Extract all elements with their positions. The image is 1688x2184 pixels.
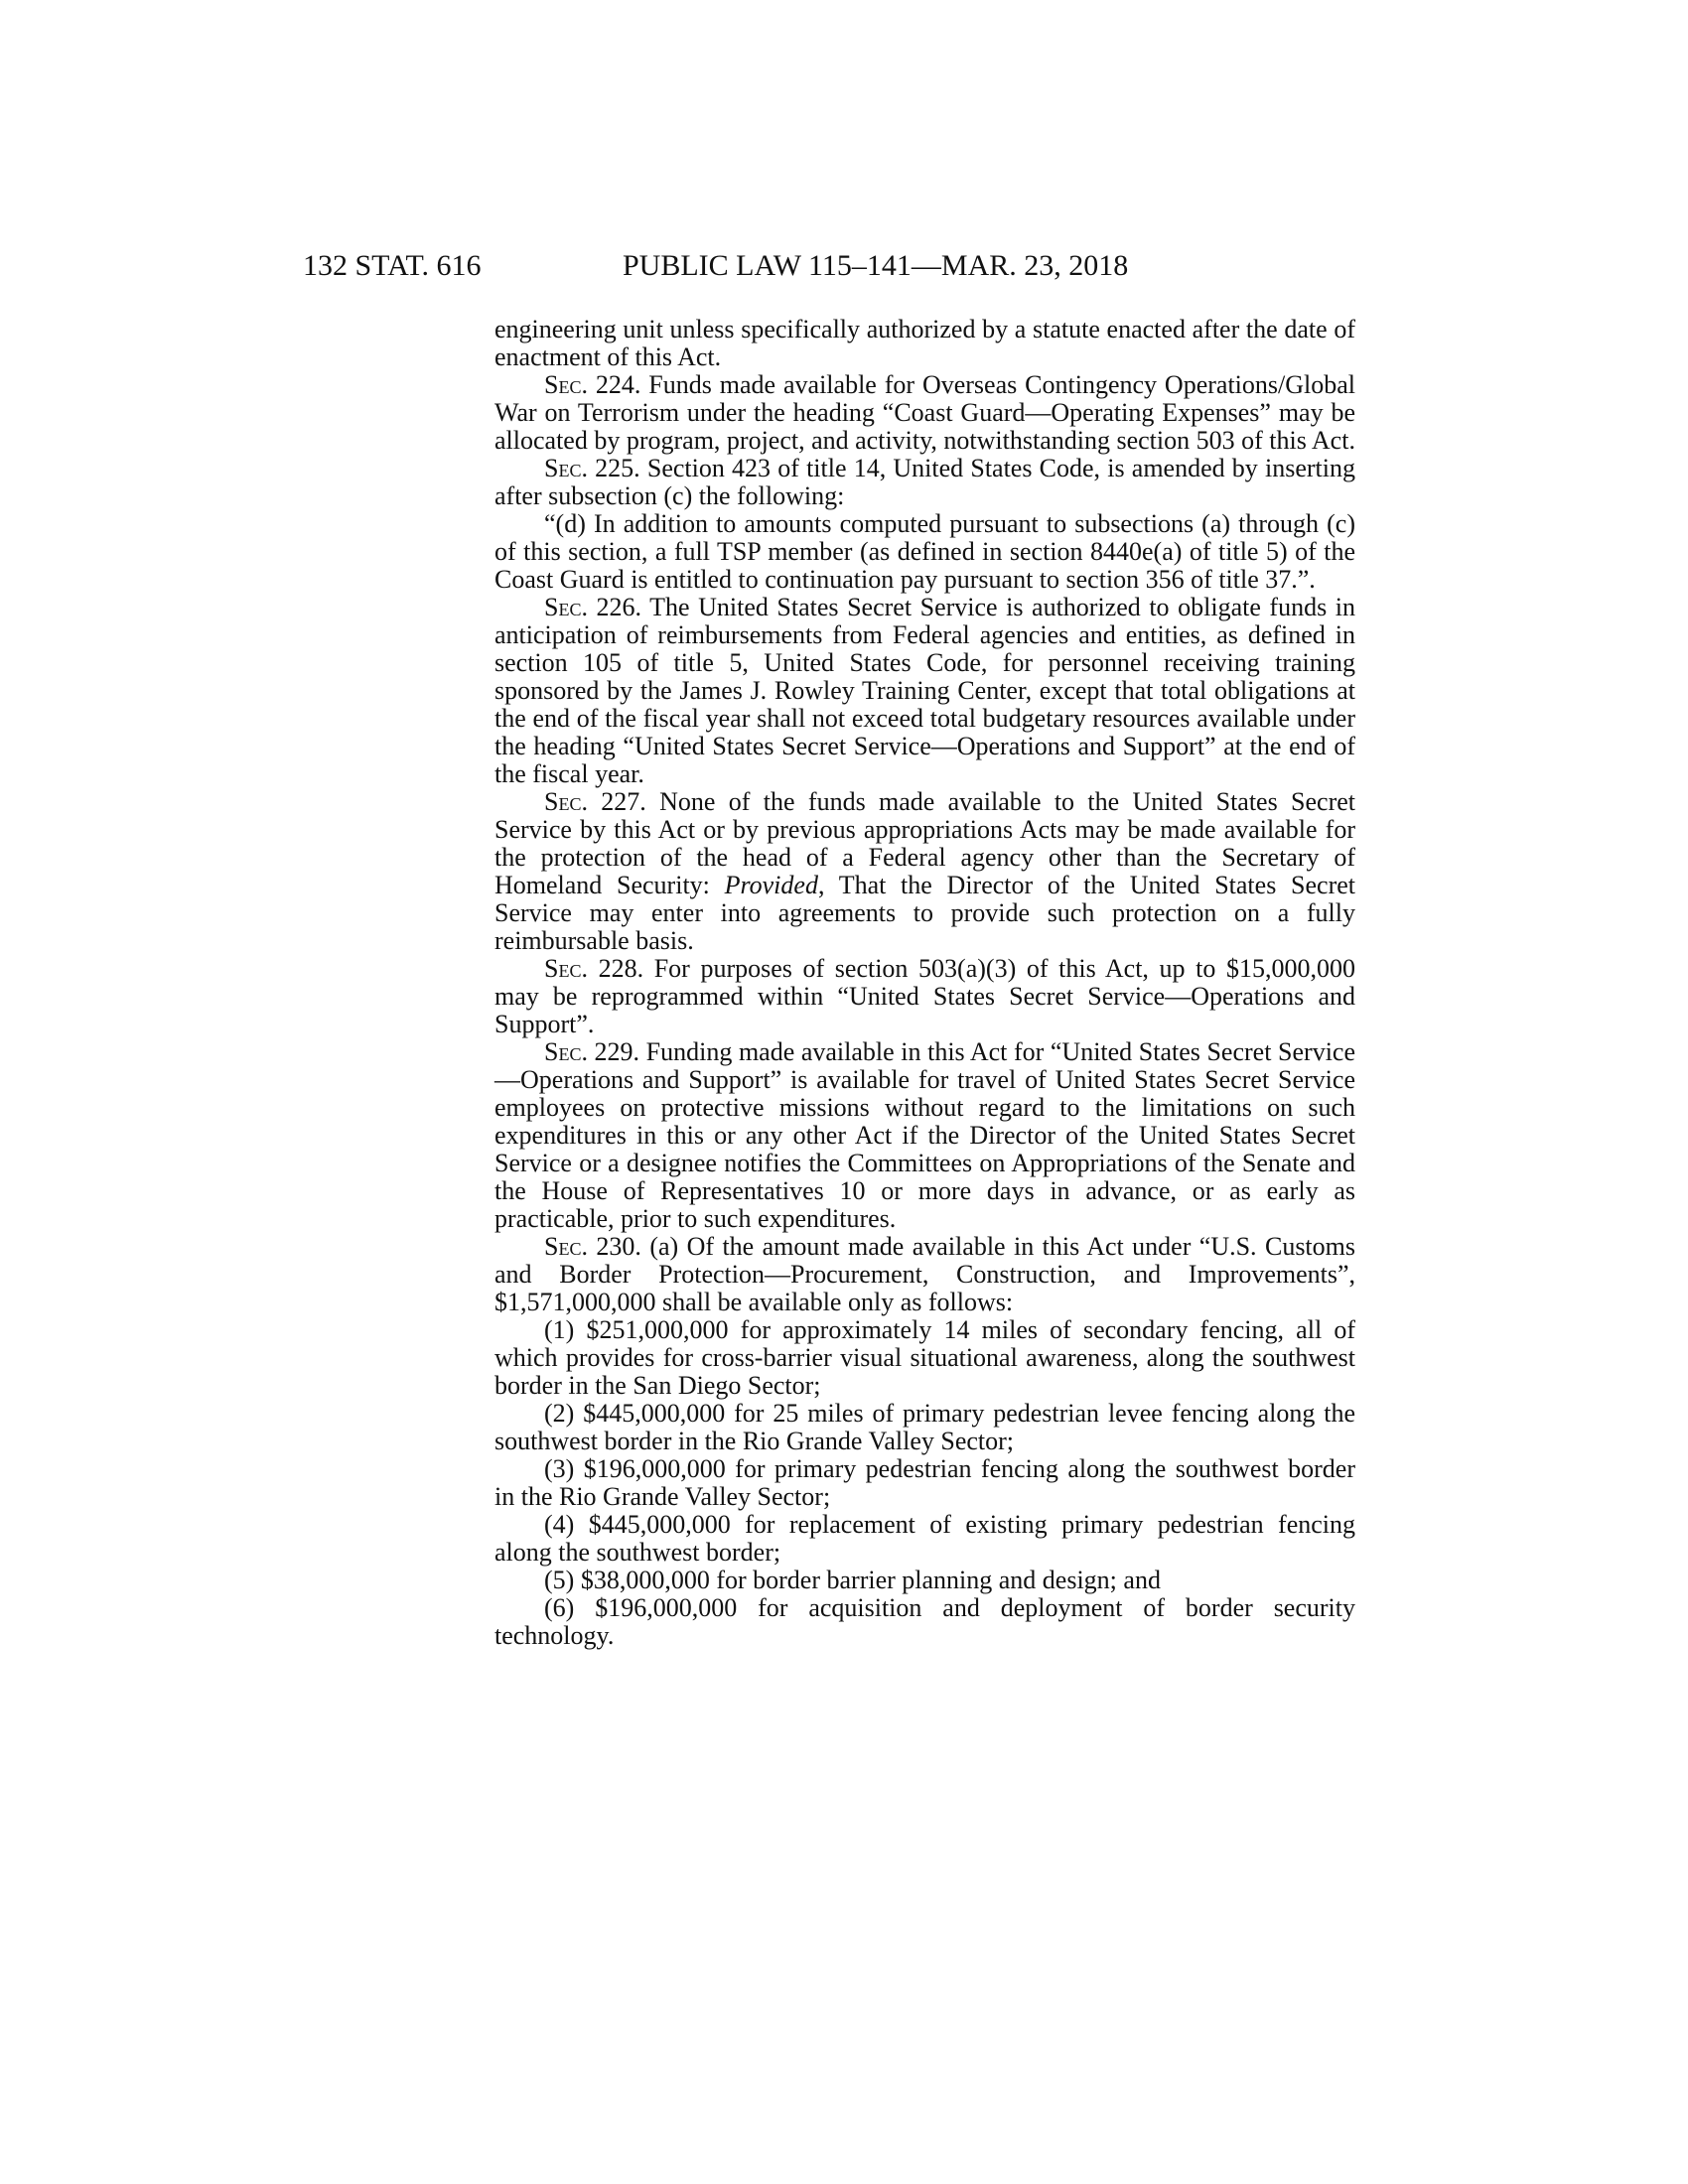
section-text: None of the funds made available to the United States Secret Service by this Act or by previous appropriations Acts may be made available for the protection of the head of a Federal agency other than the Secretary of Homeland Security:	[494, 787, 1356, 899]
section-226	[494, 594, 1355, 788]
section-label: Sec. 227.	[544, 787, 646, 816]
item-text: (3) $196,000,000 for primary pedestrian fencing along the southwest border in the Rio Grande Valley Sector;	[494, 1454, 1355, 1511]
section-label: Sec. 229.	[544, 1037, 640, 1066]
section-230-item-6	[494, 1594, 1355, 1650]
section-224	[494, 371, 1355, 455]
section-230-item-2	[494, 1400, 1355, 1455]
section-text: (a) Of the amount made available in this Act under “U.S. Customs and Border Protection—Procurement, Construction, and Improvements”, $1,571,000,000 shall be available only as follows:	[494, 1232, 1355, 1316]
item-text: (2) $445,000,000 for 25 miles of primary pedestrian levee fencing along the southwest border in the Rio Grande Valley Sector;	[494, 1399, 1355, 1455]
section-230-item-1	[494, 1316, 1355, 1400]
section-229	[494, 1038, 1355, 1233]
section-text: Section 423 of title 14, United States Code, is amended by inserting after subsection (c) the following:	[494, 454, 1355, 510]
section-230-item-5	[494, 1567, 1355, 1594]
statute-page-number: 132 STAT. 616	[303, 249, 482, 282]
quoted-text: “(d) In addition to amounts computed pursuant to subsections (a) through (c) of this section, a full TSP member (as defined in section 8440e(a) of title 5) of the Coast Guard is entitled to continuation pay pursuant to section 356 of title 37.”.	[494, 509, 1355, 594]
section-225-quoted-subsection	[494, 510, 1355, 594]
continuation-paragraph	[494, 316, 1355, 371]
public-law-heading: PUBLIC LAW 115–141—MAR. 23, 2018	[623, 249, 1129, 282]
section-label: Sec. 225.	[544, 454, 640, 482]
section-label: Sec. 230.	[544, 1232, 641, 1261]
section-label: Sec. 228.	[544, 954, 644, 983]
section-230-item-3	[494, 1455, 1355, 1511]
document-body	[494, 316, 1355, 1650]
section-text: Funding made available in this Act for “United States Secret Service—Operations and Support” is available for travel of United States Secret Service employees on protective missions without regard to the limitations on such expenditures in this or any other Act if the Director of the United States Secret Service or a designee notifies the Committees on Appropriations of the Senate and the House of Representatives 10 or more days in advance, or as early as practicable, prior to such expenditures.	[494, 1037, 1355, 1233]
section-230	[494, 1233, 1355, 1316]
continuation-text: engineering unit unless specifically authorized by a statute enacted after the date of enactment of this Act.	[494, 315, 1355, 371]
proviso-text: , That the Director of the United States Secret Service may enter into agreements to provide such protection on a fully reimbursable basis.	[494, 871, 1355, 955]
section-label: Sec. 226.	[544, 593, 642, 621]
page-header	[303, 246, 1355, 286]
section-text: For purposes of section 503(a)(3) of this Act, up to $15,000,000 may be reprogrammed within “United States Secret Service—Operations and Support”.	[494, 954, 1355, 1038]
section-225	[494, 455, 1355, 510]
section-227	[494, 788, 1355, 955]
item-text: (5) $38,000,000 for border barrier planning and design; and	[544, 1566, 1161, 1594]
section-text: The United States Secret Service is authorized to obligate funds in anticipation of reimbursements from Federal agencies and entities, as defined in section 105 of title 5, United States Code, for personnel receiving training sponsored by the James J. Rowley Training Center, except that total obligations at the end of the fiscal year shall not exceed total budgetary resources available under the heading “United States Secret Service—Operations and Support” at the end of the fiscal year.	[494, 593, 1355, 788]
item-text: (4) $445,000,000 for replacement of existing primary pedestrian fencing along the southwest border;	[494, 1510, 1355, 1567]
section-230-item-4	[494, 1511, 1355, 1567]
section-228	[494, 955, 1355, 1038]
item-text: (1) $251,000,000 for approximately 14 miles of secondary fencing, all of which provides for cross-barrier visual situational awareness, along the southwest border in the San Diego Sector;	[494, 1315, 1355, 1400]
proviso-word: Provided	[724, 871, 818, 899]
section-text: Funds made available for Overseas Contingency Operations/Global War on Terrorism under the heading “Coast Guard—Operating Expenses” may be allocated by program, project, and activity, notwithstanding section 503 of this Act.	[494, 370, 1356, 455]
item-text: (6) $196,000,000 for acquisition and deployment of border security technology.	[494, 1593, 1355, 1650]
section-label: Sec. 224.	[544, 370, 641, 399]
